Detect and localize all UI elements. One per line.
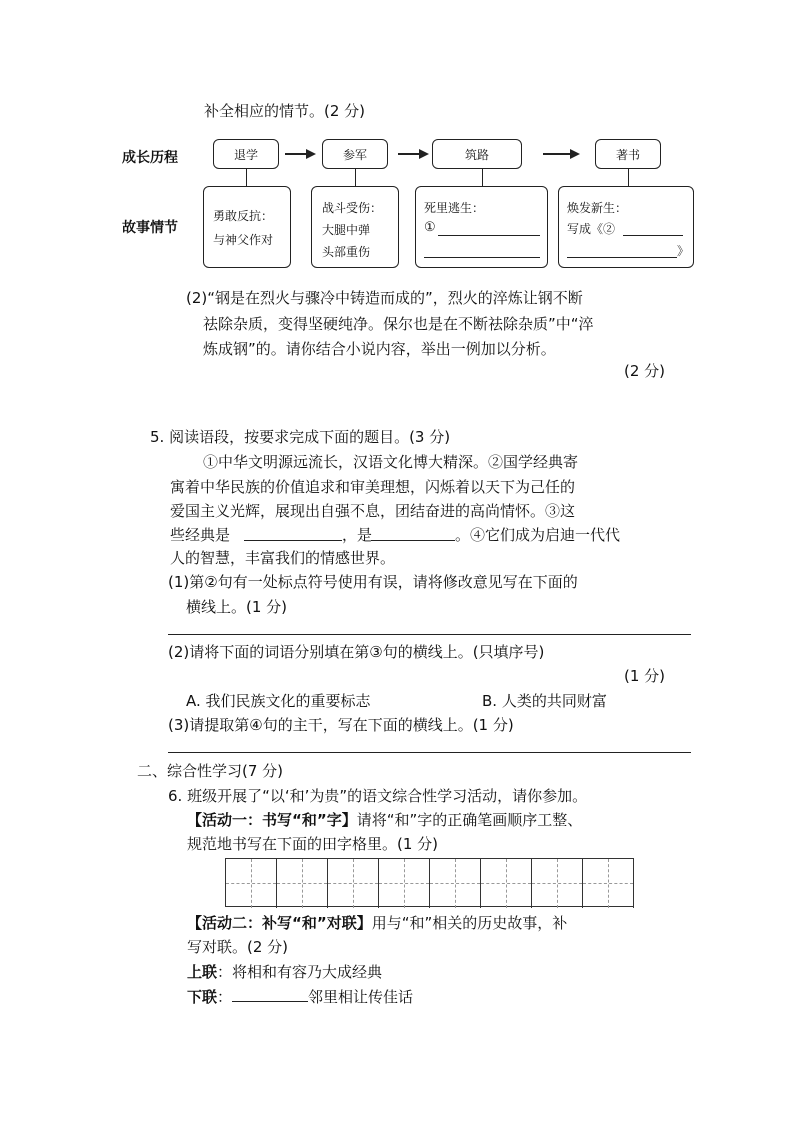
q6-activity2-line-2: 写对联。(2 分)	[187, 938, 289, 956]
q5-sub2-score: (1 分)	[624, 667, 666, 685]
grid-cell-8[interactable]	[583, 859, 634, 908]
q6-activity2-line-1	[187, 912, 567, 933]
grid-cell-4[interactable]	[379, 859, 430, 908]
plot-4-prefix: 写成《②	[567, 222, 616, 236]
plot-2-line-1: 战斗受伤：	[322, 201, 383, 215]
plot-1-line-1: 勇敢反抗：	[213, 209, 274, 223]
q6-activity1-line-2: 规范地书写在下面的田字格里。(1 分)	[187, 835, 439, 853]
plot-3-blank-line-2[interactable]	[424, 257, 540, 258]
arrow-2	[398, 153, 420, 155]
stage-box-4: 著书	[595, 139, 661, 169]
grid-cell-7[interactable]	[532, 859, 583, 908]
q5-sub3: (3)请提取第④句的主干，写在下面的横线上。(1 分)	[168, 716, 514, 734]
row-label-growth: 成长历程	[122, 150, 178, 166]
plot-3-blank-line-1[interactable]	[438, 235, 540, 236]
q4-part2-line-1: (2)“钢是在烈火与骤冷中铸造而成的”，烈火的淬炼让钢不断	[186, 289, 583, 307]
grid-cell-1[interactable]	[226, 859, 277, 908]
q5-sub2: (2)请将下面的词语分别填在第③句的横线上。(只填序号)	[168, 643, 545, 661]
q5-sub3-answer-line[interactable]	[168, 752, 691, 753]
q5-sub1-line-1: (1)第②句有一处标点符号使用有误，请将修改意见写在下面的	[168, 573, 578, 591]
q5-passage-line-4b: ，是	[342, 526, 373, 544]
q4-part1-tail: 补全相应的情节。(2 分)	[204, 102, 366, 120]
arrow-head-2	[419, 149, 429, 159]
q5-sub1-line-2: 横线上。(1 分)	[186, 598, 288, 616]
q5-title: 5. 阅读语段，按要求完成下面的题目。(3 分)	[150, 428, 451, 446]
grid-cell-5[interactable]	[430, 859, 481, 908]
plot-box-3	[415, 186, 548, 268]
q5-blank-2[interactable]	[371, 540, 455, 541]
q6-intro: 6. 班级开展了“以‘和’为贵”的语文综合性学习活动，请你参加。	[168, 787, 588, 805]
grid-cell-3[interactable]	[328, 859, 379, 908]
plot-2-line-2: 大腿中弹	[322, 223, 371, 237]
q5-passage-line-4c: 。④它们成为启迪一代代	[455, 526, 621, 544]
q4-part2-score: (2 分)	[624, 362, 666, 380]
plot-4-blank-line-1[interactable]	[623, 235, 683, 236]
plot-box-1	[203, 186, 291, 268]
q4-part2-line-2: 祛除杂质，变得坚硬纯净。保尔也是在不断祛除杂质”中“淬	[203, 315, 594, 333]
q5-sub1-answer-line[interactable]	[168, 634, 691, 635]
connector-3	[482, 169, 483, 186]
q5-passage-line-2: 寓着中华民族的价值追求和审美理想，闪烁着以天下为己任的	[170, 478, 576, 496]
couplet-lower-prefix: ：	[217, 988, 233, 1006]
q6-activity1-line-1	[187, 809, 582, 830]
arrow-head-3	[570, 149, 580, 159]
couplet-lower-label: 下联	[187, 988, 218, 1006]
couplet-upper-label: 上联	[187, 963, 218, 981]
arrow-1	[285, 153, 307, 155]
plot-4-suffix: 》	[677, 244, 690, 258]
plot-box-4	[558, 186, 694, 268]
activity1-tag: 【活动一：书写“和”字】	[187, 811, 357, 829]
plot-3-title: 死里逃生：	[424, 201, 485, 215]
activity1-text-1: 请将“和”字的正确笔画顺序工整、	[356, 811, 583, 829]
q5-passage-line-4a: 些经典是	[170, 526, 231, 544]
couplet-lower-blank[interactable]	[232, 987, 308, 1002]
q5-blank-1[interactable]	[244, 540, 342, 541]
q5-passage-line-5: 人的智慧，丰富我们的情感世界。	[170, 549, 396, 567]
q5-passage-line-3: 爱国主义光辉，展现出自强不息，团结奋进的高尚情怀。③这	[170, 502, 576, 520]
stage-box-3: 筑路	[432, 139, 522, 169]
arrow-head-1	[306, 149, 316, 159]
connector-1	[246, 169, 247, 186]
arrow-3	[543, 153, 571, 155]
couplet-upper	[187, 961, 382, 982]
q5-option-b: B. 人类的共同财富	[482, 692, 607, 710]
q4-part2-line-3: 炼成钢”的。请你结合小说内容，举出一例加以分析。	[203, 340, 556, 358]
tianzige-grid[interactable]	[225, 858, 634, 907]
plot-3-blank-mark: ①	[424, 220, 436, 235]
plot-box-2	[311, 186, 399, 268]
q5-option-a: A. 我们民族文化的重要标志	[186, 692, 371, 710]
grid-cell-2[interactable]	[277, 859, 328, 908]
section2-heading: 二、综合性学习(7 分)	[137, 762, 284, 780]
stage-box-2: 参军	[322, 139, 388, 169]
activity2-text-1: 用与“和”相关的历史故事，补	[371, 914, 568, 932]
plot-1-line-2: 与神父作对	[213, 233, 274, 247]
connector-4	[628, 169, 629, 186]
couplet-lower	[187, 986, 413, 1007]
plot-4-blank-line-2[interactable]	[567, 257, 677, 258]
row-label-plot: 故事情节	[122, 220, 178, 236]
couplet-lower-text: 邻里相让传佳话	[308, 988, 414, 1006]
stage-box-1: 退学	[213, 139, 279, 169]
couplet-upper-text: ：将相和有容乃大成经典	[217, 963, 383, 981]
grid-cell-6[interactable]	[481, 859, 532, 908]
q5-passage-line-1: ①中华文明源远流长，汉语文化博大精深。②国学经典寄	[203, 453, 579, 471]
activity2-tag: 【活动二：补写“和”对联】	[187, 914, 372, 932]
plot-4-title: 焕发新生：	[567, 201, 628, 215]
plot-2-line-3: 头部重伤	[322, 245, 371, 259]
connector-2	[355, 169, 356, 186]
